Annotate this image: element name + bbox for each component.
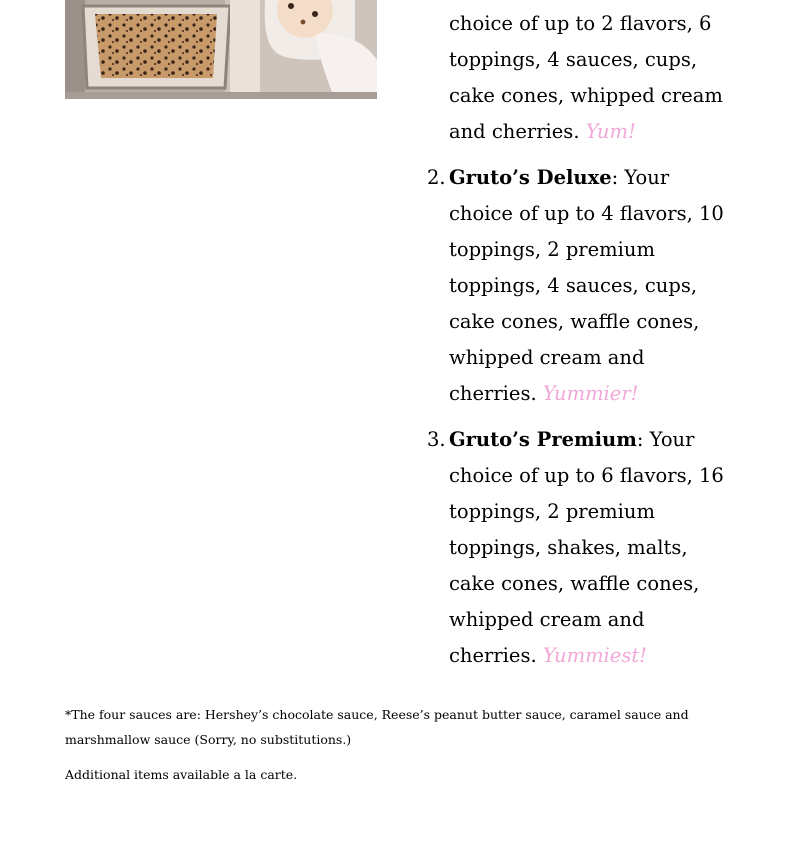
package-description: choice of up to 2 flavors, 6 toppings, 4 sauces, cups, cake cones, whipped cream and cherries. xyxy=(449,12,723,143)
package-item xyxy=(427,0,727,150)
package-list xyxy=(427,0,727,684)
sauces-footnote: *The four sauces are: Hershey’s chocolate sauce, Reese’s peanut butter sauce, caramel sauce and marshmallow sauce (Sorry, no substitutions.) xyxy=(65,707,689,747)
package-exclaim: Yummier! xyxy=(542,382,639,405)
package-description: : Your choice of up to 6 flavors, 16 toppings, 2 premium toppings, shakes, malts, cake cones, waffle cones, whipped cream and cherries. xyxy=(449,428,724,667)
package-name: Gruto’s Premium xyxy=(449,428,637,451)
a-la-carte-note: Additional items available a la carte. xyxy=(65,767,298,782)
package-item xyxy=(427,160,727,412)
package-exclaim: Yummiest! xyxy=(542,644,648,667)
ice-cream-photo-graphic xyxy=(65,0,377,99)
package-item xyxy=(427,422,727,674)
package-exclaim: Yum! xyxy=(585,120,636,143)
package-name: Gruto’s Deluxe xyxy=(449,166,612,189)
ice-cream-photo xyxy=(65,0,377,99)
package-number: 3. xyxy=(427,428,446,451)
package-description: : Your choice of up to 4 flavors, 10 toppings, 2 premium toppings, 4 sauces, cups, cake cones, waffle cones, whipped cream and cherries. xyxy=(449,166,724,405)
package-number xyxy=(427,0,446,6)
package-number: 2. xyxy=(427,166,446,189)
